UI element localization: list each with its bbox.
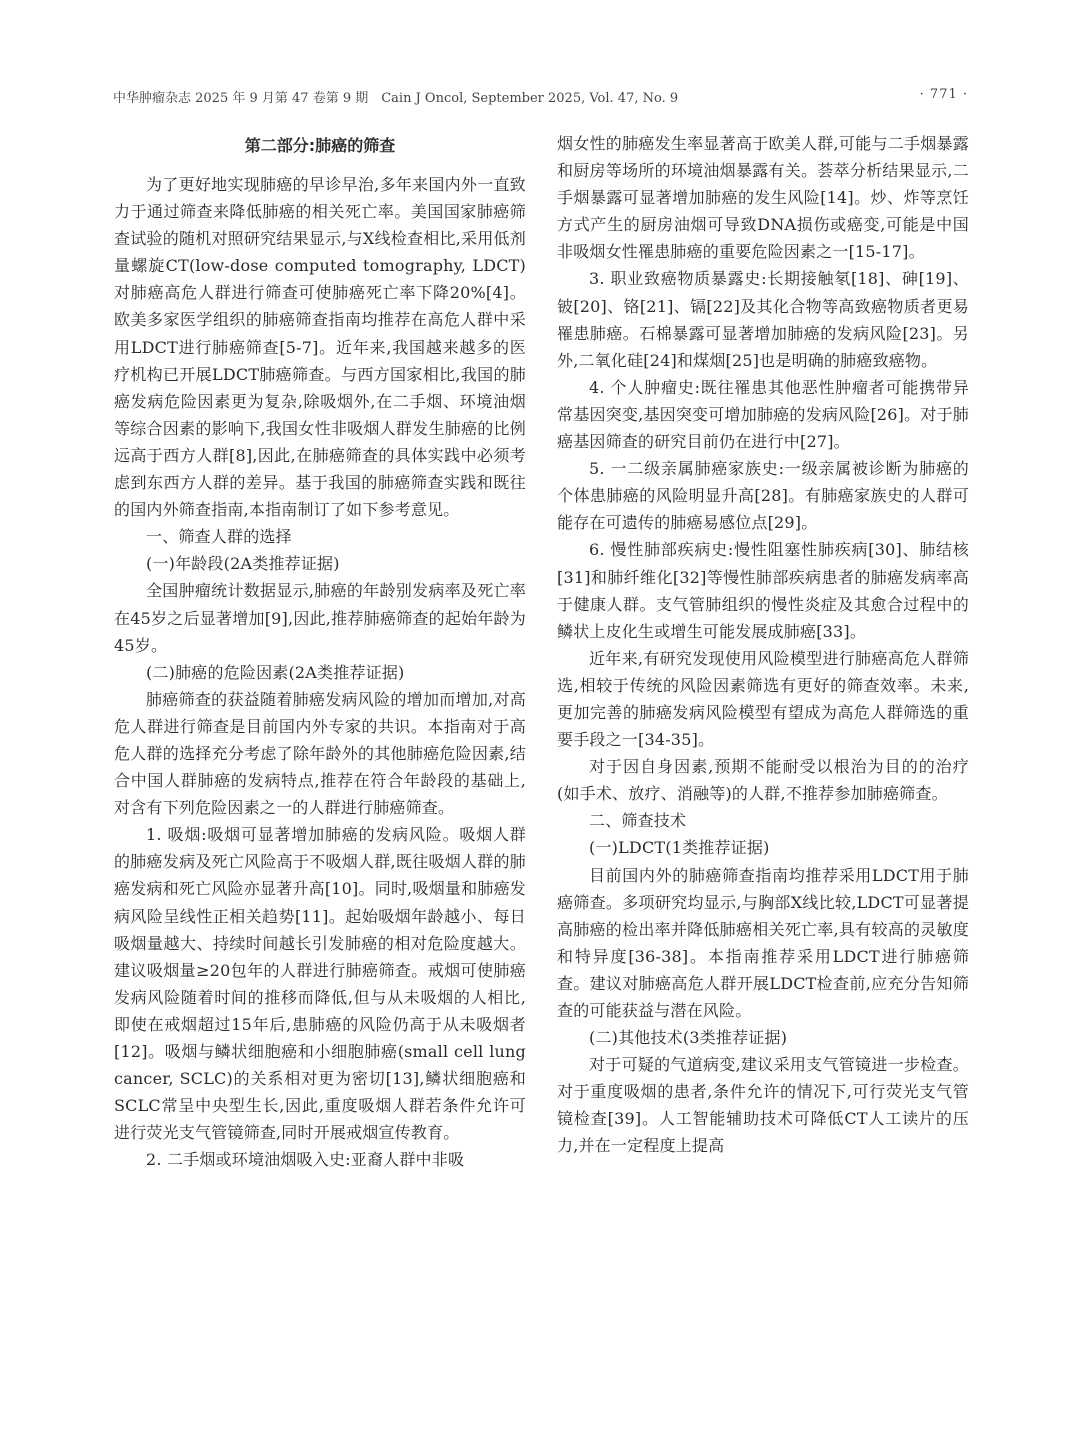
paragraph: 对于可疑的气道病变,建议采用支气管镜进一步检查。对于重度吸烟的患者,条件允许的情况下,可行荧光支气管镜检查[39]。人工智能辅助技术可降低CT人工读片的压力,并在一定程度上提高	[557, 1055, 969, 1156]
running-header	[113, 87, 968, 109]
paragraph: 烟女性的肺癌发生率显著高于欧美人群,可能与二手烟暴露和厨房等场所的环境油烟暴露有关。荟萃分析结果显示,二手烟暴露可显著增加肺癌的发生风险[14]。炒、炸等烹饪方式产生的厨房油烟可导致DNA损伤或癌变,可能是中国非吸烟女性罹患肺癌的重要危险因素之一[15-17]。	[557, 134, 969, 262]
paragraph: 3. 职业致癌物质暴露史:长期接触氡[18]、砷[19]、铍[20]、铬[21]、镉[22]及其化合物等高致癌物质者更易罹患肺癌。石棉暴露可显著增加肺癌的发病风险[23]。另外,二氧化硅[24]和煤烟[25]也是明确的肺癌致癌物。	[557, 269, 969, 370]
left-column	[114, 130, 526, 1173]
journal-citation: 中华肿瘤杂志 2025 年 9 月第 47 卷第 9 期 Cain J Oncol, September 2025, Vol. 47, No. 9	[113, 91, 679, 106]
paragraph: 目前国内外的肺癌筛查指南均推荐采用LDCT用于肺癌筛查。多项研究均显示,与胸部X线比较,LDCT可显著提高肺癌的检出率并降低肺癌相关死亡率,具有较高的灵敏度和特异度[36-38]。本指南推荐采用LDCT进行肺癌筛查。建议对肺癌高危人群开展LDCT检查前,应充分告知筛查的可能获益与潜在风险。	[557, 865, 969, 1020]
subheading: (一)年龄段(2A类推荐证据)	[146, 554, 340, 574]
paragraph: 5. 一二级亲属肺癌家族史:一级亲属被诊断为肺癌的个体患肺癌的风险明显升高[28]。有肺癌家族史的人群可能存在可遗传的肺癌易感位点[29]。	[557, 459, 969, 533]
paragraph: 6. 慢性肺部疾病史:慢性阻塞性肺疾病[30]、肺结核[31]和肺纤维化[32]等慢性肺部疾病患者的肺癌发病率高于健康人群。支气管肺组织的慢性炎症及其愈合过程中的鳞状上皮化生或增生可能发展成肺癌[33]。	[557, 540, 969, 641]
paragraph: 全国肿瘤统计数据显示,肺癌的年龄别发病率及死亡率在45岁之后显著增加[9],因此,推荐肺癌筛查的起始年龄为45岁。	[114, 581, 526, 655]
paragraph: 肺癌筛查的获益随着肺癌发病风险的增加而增加,对高危人群进行筛查是目前国内外专家的共识。本指南对于高危人群的选择充分考虑了除年龄外的其他肺癌危险因素,结合中国人群肺癌的发病特点,推荐在符合年龄段的基础上,对含有下列危险因素之一的人群进行肺癌筛查。	[114, 689, 526, 818]
paragraph: 近年来,有研究发现使用风险模型进行肺癌高危人群筛选,相较于传统的风险因素筛选有更好的筛查效率。未来,更加完善的肺癌发病风险模型有望成为高危人群筛选的重要手段之一[34-35]。	[557, 648, 969, 750]
paragraph: 2. 二手烟或环境油烟吸入史:亚裔人群中非吸	[146, 1150, 465, 1170]
subheading: 一、筛查人群的选择	[146, 527, 292, 547]
subheading: (一)LDCT(1类推荐证据)	[589, 838, 770, 858]
paragraph: 对于因自身因素,预期不能耐受以根治为目的的治疗(如手术、放疗、消融等)的人群,不推荐参加肺癌筛查。	[557, 757, 969, 804]
subheading: 二、筛查技术	[589, 811, 687, 831]
right-column	[557, 130, 969, 1160]
section-title: 第二部分:肺癌的筛查	[244, 136, 396, 155]
subheading: (二)其他技术(3类推荐证据)	[589, 1028, 788, 1048]
paragraph: 1. 吸烟:吸烟可显著增加肺癌的发病风险。吸烟人群的肺癌发病及死亡风险高于不吸烟人群,既往吸烟人群的肺癌发病和死亡风险亦显著升高[10]。同时,吸烟量和肺癌发病风险呈线性正相关趋势[11]。起始吸烟年龄越小、每日吸烟量越大、持续时间越长引发肺癌的相对危险度越大。建议吸烟量≥20包年的人群进行肺癌筛查。戒烟可使肺癌发病风险随着时间的推移而降低,但与从未吸烟的人相比,即使在戒烟超过15年后,患肺癌的风险仍高于从未吸烟者[12]。吸烟与鳞状细胞癌和小细胞肺癌(small cell lung cancer, SCLC)的关系相对更为密切[13],鳞状细胞癌和SCLC常呈中央型生长,因此,重度吸烟人群若条件允许可进行荧光支气管镜筛查,同时开展戒烟宣传教育。	[114, 825, 526, 1143]
paragraph: 为了更好地实现肺癌的早诊早治,多年来国内外一直致力于通过筛查来降低肺癌的相关死亡率。美国国家肺癌筛查试验的随机对照研究结果显示,与X线检查相比,采用低剂量螺旋CT(low-dose computed tomography, LDCT)对肺癌高危人群进行筛查可使肺癌死亡率下降20%[4]。欧美多家医学组织的肺癌筛查指南均推荐在高危人群中采用LDCT进行肺癌筛查[5-7]。近年来,我国越来越多的医疗机构已开展LDCT肺癌筛查。与西方国家相比,我国的肺癌发病危险因素更为复杂,除吸烟外,在二手烟、环境油烟等综合因素的影响下,我国女性非吸烟人群发生肺癌的比例远高于西方人群[8],因此,在肺癌筛查的具体实践中必须考虑到东西方人群的差异。基于我国的肺癌筛查实践和既往的国内外筛查指南,本指南制订了如下参考意见。	[114, 175, 526, 520]
paragraph: 4. 个人肿瘤史:既往罹患其他恶性肿瘤者可能携带异常基因突变,基因突变可增加肺癌的发病风险[26]。对于肺癌基因筛查的研究目前仍在进行中[27]。	[557, 377, 969, 452]
subheading: (二)肺癌的危险因素(2A类推荐证据)	[146, 662, 405, 682]
page-number: · 771 ·	[919, 87, 968, 102]
